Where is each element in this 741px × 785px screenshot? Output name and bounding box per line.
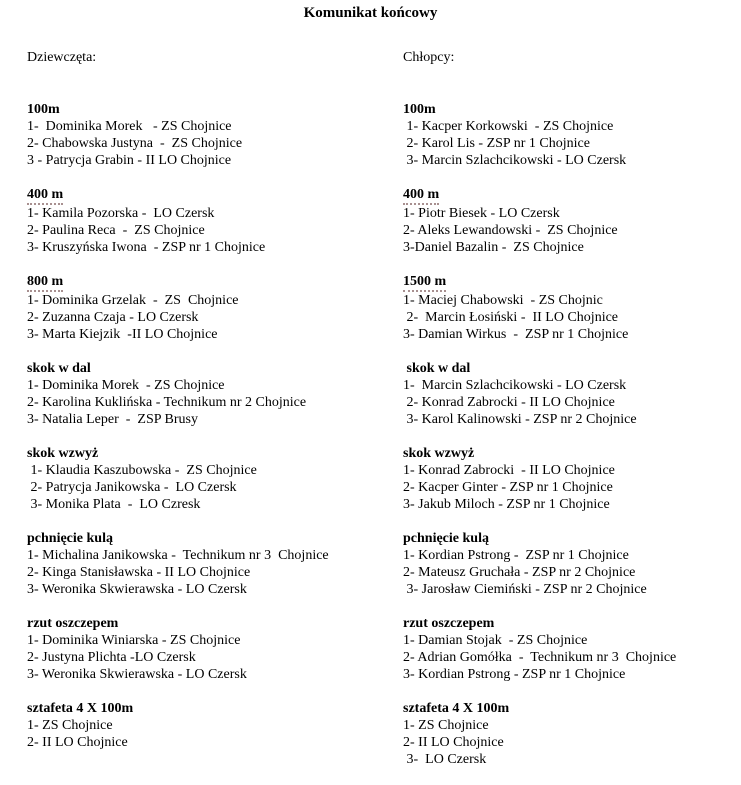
result-line: 2- Zuzanna Czaja - LO Czersk [27, 310, 199, 325]
result-line: 2- Marcin Łosiński - II LO Chojnice [403, 310, 619, 325]
event-heading: skok wzwyż [27, 446, 99, 461]
result-line: 1- Kordian Pstrong - ZSP nr 1 Chojnice [403, 548, 629, 563]
result-line: 2- Karolina Kuklińska - Technikum nr 2 Chojnice [27, 395, 307, 410]
event-section [27, 101, 403, 169]
event-heading-line [27, 360, 403, 377]
result-line: 1- Dominika Morek - ZS Chojnice [27, 378, 225, 393]
result-line: 1- ZS Chojnice [27, 718, 113, 733]
event-section [27, 615, 403, 683]
result-line: 3- Kruszyńska Iwona - ZSP nr 1 Chojnice [27, 240, 266, 255]
result-line: 2- Paulina Reca - ZS Chojnice [27, 223, 205, 238]
event-heading: 400 m [27, 186, 63, 205]
result-line: 1- Michalina Janikowska - Technikum nr 3 Chojnice [27, 548, 329, 563]
result-line: 1- Damian Stojak - ZS Chojnice [403, 633, 588, 648]
result-line: 1- Klaudia Kaszubowska - ZS Chojnice [27, 463, 257, 478]
event-heading: pchnięcie kulą [403, 531, 489, 546]
event-heading: skok w dal [27, 361, 91, 376]
event-section [27, 273, 403, 343]
event-heading: rzut oszczepem [27, 616, 119, 631]
result-line: 3- Damian Wirkus - ZSP nr 1 Chojnice [403, 327, 629, 342]
column-girls [27, 49, 403, 785]
event-heading: 1500 m [403, 273, 446, 292]
result-line: 1- Piotr Biesek - LO Czersk [403, 206, 560, 221]
event-heading: pchnięcie kulą [27, 531, 113, 546]
event-section [403, 360, 741, 428]
result-line: 2- Aleks Lewandowski - ZS Chojnice [403, 223, 618, 238]
result-line: 1- Kacper Korkowski - ZS Chojnice [403, 119, 614, 134]
event-heading: sztafeta 4 X 100m [403, 701, 510, 716]
result-line: 1- ZS Chojnice [403, 718, 489, 733]
result-line: 1- Dominika Morek - ZS Chojnice [27, 119, 232, 134]
event-heading-line [27, 530, 403, 547]
result-line: 1- Kamila Pozorska - LO Czersk [27, 206, 215, 221]
event-section [403, 530, 741, 598]
event-heading-line [403, 530, 741, 547]
event-section [27, 700, 403, 751]
result-line: 2- II LO Chojnice [403, 735, 504, 750]
result-line: 2- Chabowska Justyna - ZS Chojnice [27, 136, 243, 151]
event-heading: 100m [403, 102, 436, 117]
event-section [27, 360, 403, 428]
result-line: 3- Kordian Pstrong - ZSP nr 1 Chojnice [403, 667, 626, 682]
event-section [27, 445, 403, 513]
event-section [403, 101, 741, 169]
event-section [403, 186, 741, 256]
result-line: 3- Monika Plata - LO Czresk [27, 497, 201, 512]
event-heading-line [27, 700, 403, 717]
event-heading-line [403, 101, 741, 118]
event-heading: skok wzwyż [403, 446, 475, 461]
event-heading: 100m [27, 102, 60, 117]
event-section [403, 615, 741, 683]
event-section [403, 445, 741, 513]
event-heading: 400 m [403, 186, 439, 205]
event-section [27, 186, 403, 256]
event-heading-line [27, 186, 403, 205]
result-line: 3 - Patrycja Grabin - II LO Chojnice [27, 153, 232, 168]
event-section [403, 700, 741, 768]
document-title: Komunikat końcowy [303, 5, 438, 21]
result-line: 2- Kacper Ginter - ZSP nr 1 Chojnice [403, 480, 613, 495]
event-section [403, 273, 741, 343]
result-line: 2- Karol Lis - ZSP nr 1 Chojnice [403, 136, 590, 151]
result-line: 2- II LO Chojnice [27, 735, 128, 750]
event-heading-line [403, 615, 741, 632]
event-heading-line [403, 186, 741, 205]
column-boys [403, 49, 741, 785]
event-heading-line [403, 445, 741, 462]
column-label: Chłopcy: [403, 50, 455, 65]
result-line: 1- Maciej Chabowski - ZS Chojnic [403, 293, 603, 308]
result-line: 2- Kinga Stanisławska - II LO Chojnice [27, 565, 251, 580]
result-line: 3- Jakub Miloch - ZSP nr 1 Chojnice [403, 497, 610, 512]
event-heading-line [403, 360, 741, 377]
result-line: 2- Adrian Gomółka - Technikum nr 3 Chojnice [403, 650, 677, 665]
event-section [27, 530, 403, 598]
event-heading: sztafeta 4 X 100m [27, 701, 134, 716]
results-columns [0, 49, 741, 785]
result-line: 1- Dominika Winiarska - ZS Chojnice [27, 633, 241, 648]
event-heading-line [27, 615, 403, 632]
result-line: 2- Konrad Zabrocki - II LO Chojnice [403, 395, 615, 410]
event-heading: skok w dal [403, 361, 471, 376]
result-line: 1- Marcin Szlachcikowski - LO Czersk [403, 378, 627, 393]
event-heading-line [403, 273, 741, 292]
result-line: 3- Karol Kalinowski - ZSP nr 2 Chojnice [403, 412, 637, 427]
event-heading: 800 m [27, 273, 63, 292]
result-line: 1- Konrad Zabrocki - II LO Chojnice [403, 463, 615, 478]
event-heading: rzut oszczepem [403, 616, 495, 631]
result-line: 3-Daniel Bazalin - ZS Chojnice [403, 240, 584, 255]
result-line: 3- Marta Kiejzik -II LO Chojnice [27, 327, 218, 342]
result-line: 3- Natalia Leper - ZSP Brusy [27, 412, 198, 427]
event-heading-line [403, 700, 741, 717]
result-line: 2- Patrycja Janikowska - LO Czersk [27, 480, 237, 495]
result-line: 3- Marcin Szlachcikowski - LO Czersk [403, 153, 627, 168]
event-heading-line [27, 273, 403, 292]
result-line: 3- LO Czersk [403, 752, 487, 767]
event-heading-line [27, 445, 403, 462]
event-heading-line [27, 101, 403, 118]
result-line: 2- Justyna Plichta -LO Czersk [27, 650, 196, 665]
result-line: 2- Mateusz Gruchała - ZSP nr 2 Chojnice [403, 565, 636, 580]
result-line: 3- Weronika Skwierawska - LO Czersk [27, 667, 247, 682]
result-line: 3- Weronika Skwierawska - LO Czersk [27, 582, 247, 597]
column-label: Dziewczęta: [27, 50, 97, 65]
result-line: 1- Dominika Grzelak - ZS Chojnice [27, 293, 239, 308]
result-line: 3- Jarosław Ciemiński - ZSP nr 2 Chojnice [403, 582, 647, 597]
